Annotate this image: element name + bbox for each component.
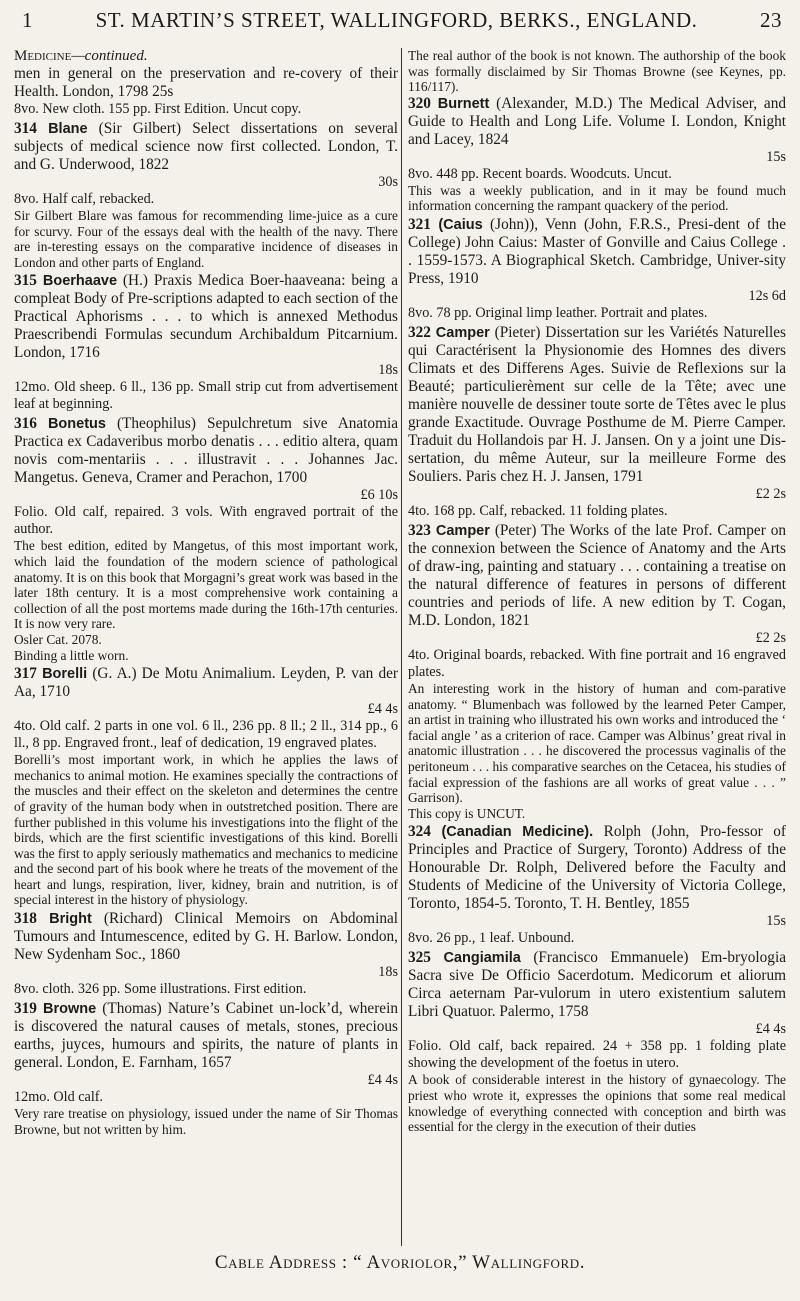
entry-number: 317 <box>14 665 37 683</box>
entry-title: (Francisco Emmanuele) Em-bryologia Sacra sive De Officio Sacerdotum. Medicorum et aliorum Circa aeternam Par-vulorum in utero existentium salutem Libri Quatuor. Palermo, 1758 <box>408 949 786 1021</box>
entry-price: 12s 6d <box>748 287 786 304</box>
entry-price-line <box>14 362 398 379</box>
entry-price: 18s <box>378 362 398 379</box>
entry-price: £4 4s <box>367 1072 398 1089</box>
entry-price: 15s <box>766 148 786 165</box>
section-continued-heading <box>14 48 398 65</box>
entry-price: 15s <box>766 913 786 930</box>
entry-title: Rolph (John, Pro-fessor of Principles and Practice of Surgery, Toronto) Address of the Honourable Dr. Rolph, Delivered before the Faculty and Students of Medicine of the University of Victoria College, Toronto, 1854-5. Toronto, T. H. Bentley, 1855 <box>408 823 786 913</box>
entry-price: 18s <box>378 964 398 981</box>
entry-price: £6 10s <box>360 487 398 504</box>
entry-author: Camper <box>435 324 490 341</box>
header-address: ST. MARTIN’S STREET, WALLINGFORD, BERKS., ENGLAND. <box>95 8 698 32</box>
entry-title: (Richard) Clinical Memoirs on Abdominal Tumours and Intumescence, edited by G. H. Barlow. London, New Sydenham Soc., 1860 <box>14 910 399 964</box>
entry-details: 4to. Old calf. 2 parts in one vol. 6 ll., 236 pp. 8 ll.; 2 ll., 314 pp., 6 ll., 8 pp. Engraved front., leaf of dedication, 19 engraved plates. <box>14 718 398 752</box>
entry-heading <box>408 522 786 630</box>
entry-number: 314 <box>14 120 37 137</box>
entry-number: 315 <box>14 272 37 290</box>
entry-heading <box>14 415 398 487</box>
entry-author: Borelli <box>42 666 88 683</box>
entry-note: Very rare treatise on physiology, issued under the name of Sir Thomas Browne, but not written by him. <box>14 1106 398 1137</box>
column-divider <box>401 48 402 1246</box>
header-left-number: 1 <box>22 8 33 32</box>
entry-note: This was a weekly publication, and in it may be found much information concerning the rampant quackery of the period. <box>408 182 786 214</box>
entry-details: 8vo. Half calf, rebacked. <box>14 191 155 207</box>
entry-number: 321 <box>408 215 431 233</box>
entry-details: Folio. Old calf, repaired. 3 vols. With engraved portrait of the author. <box>14 504 398 538</box>
entry-note: An interesting work in the history of human and com-parative anatomy. “ Blumenbach was followed by the learned Peter Camper, an artist in training who illustrated his own works and introduced the ‘ facial angle ’ as a criterion of race. Camper was Albinus’ great rival in anatomic illustration . . . he discovered the processus vaginalis of the peritoneum . . . his comparative searches on the Cetacea, his studies of facial expression of the fashions are all works of great value . . . ” Garrison). This copy is UNCUT. <box>408 680 786 821</box>
entry-author: Blane <box>48 121 88 137</box>
entry-heading <box>408 823 786 913</box>
entry-number: 324 <box>408 823 431 841</box>
entry-note: Borelli’s most important work, in which he applies the laws of mechanics to animal motion. He examines specially the contractions of the muscles and their effect on the skeleton and determines the centre of gravity of the human body when in outstretched position. There are further published in this volume his investigations into the flight of the birds, which are the first scientific investigations of this kind. Borelli was the first to apply seriously mathematics and mechanics to medicine and the second part of his book where he treats of the movement of the heart and lungs, respiration, liver, kidney, brain and nutrition, is of special interest in the history of physiology. <box>14 752 398 908</box>
entry-title: (Pieter) Dissertation sur les Variétés Naturelles qui Caractérisent la Physionomie des Homnes des divers Climats et des Differens Ages. Suivie de Reflexions sur la Beauté; particulierèment sur celle de la Tête; avec une manière nouvelle de dessiner toute sorte de Têtes avec le plus grande Exactitude. Ouvrage Posthume de M. Pierre Camper. Traduit du Hollandois par H. J. Jansen. On y a joint une Dis-sertation, du même Auteur, sur la meilleure Forme des Souliers. Paris chez H. J. Jansen, 1791 <box>408 323 787 485</box>
entry-title: (G. A.) De Motu Animalium. Leyden, P. van der Aa, 1710 <box>14 665 398 701</box>
entry-heading <box>14 120 398 174</box>
left-column <box>14 48 398 1139</box>
entry-heading <box>14 665 398 701</box>
entry-price-line <box>408 1021 786 1038</box>
right-column <box>408 48 786 1137</box>
entry-details: 12mo. Old sheep. 6 ll., 136 pp. Small strip cut from advertisement leaf at beginning. <box>14 379 398 413</box>
entry-details: 4to. Original boards, rebacked. With fine portrait and 16 engraved plates. <box>408 646 786 680</box>
entry-price-line <box>408 630 786 647</box>
catalogue-entry <box>408 95 786 214</box>
catalogue-entry <box>408 216 786 322</box>
entry-number: 323 <box>408 521 431 539</box>
entry-details: 8vo. 78 pp. Original limp leather. Portrait and plates. <box>408 304 708 321</box>
entry-title: (Sir Gilbert) Select dissertations on several subjects of medical science now first collected. London, T. and G. Underwood, 1822 <box>14 120 399 173</box>
continued-entry-text: men in general on the preservation and re-covery of their Health. London, 1798 25s <box>14 65 398 100</box>
entry-price-line <box>408 913 786 930</box>
entry-title: (H.) Praxis Medica Boer-haaveana: being a compleat Body of Pre-scriptions adapted to each section of the Practical Aphorisms . . . to which is annexed Methodus Praescribendi Formulas secundum Archibaldum Pitcarnium. London, 1716 <box>14 272 399 362</box>
entry-author: Boerhaave <box>42 273 118 290</box>
entry-author: (Canadian Medicine). <box>441 824 594 841</box>
entry-price: £4 4s <box>755 1021 786 1038</box>
catalogue-entry <box>14 910 398 998</box>
catalogue-entry <box>408 823 786 947</box>
entry-price-line <box>14 487 398 504</box>
entry-price: £2 2s <box>755 629 786 646</box>
catalogue-entry <box>14 415 398 663</box>
entry-title: (Alexander, M.D.) The Medical Adviser, and Guide to Health and Long Life. Volume I. London, Knight and Lacey, 1824 <box>408 94 786 148</box>
catalogue-entry <box>14 1000 398 1137</box>
continued-suffix: —continued. <box>71 48 148 64</box>
catalogue-entry <box>408 522 786 821</box>
entry-author: Bonetus <box>47 416 106 433</box>
section-title: Medicine <box>14 48 72 64</box>
entry-author: Camper <box>435 522 490 539</box>
entry-price-line <box>14 701 398 718</box>
entry-price-line <box>14 1072 398 1089</box>
entry-number: 316 <box>14 415 37 433</box>
entry-details: 12mo. Old calf. <box>14 1089 104 1106</box>
entry-heading <box>14 1000 398 1072</box>
entry-note: Sir Gilbert Blare was famous for recommending lime-juice as a cure for scurvy. Four of the essays deal with the health of the navy. There are in-teresting essays on the comparative incidence of diseases in London and other parts of England. <box>14 208 398 270</box>
entry-heading <box>14 272 398 362</box>
entry-price-line <box>408 486 786 503</box>
catalogue-entry <box>408 324 786 520</box>
entry-author: (Caius <box>438 216 483 233</box>
entry-details: Folio. Old calf, back repaired. 24 + 358 pp. 1 folding plate showing the development of the foetus in utero. <box>408 1038 786 1072</box>
continued-entry-details: 8vo. New cloth. 155 pp. First Edition. Uncut copy. <box>14 101 302 117</box>
entry-heading <box>408 216 786 288</box>
entry-price-line <box>408 149 786 166</box>
entry-details: 4to. 168 pp. Calf, rebacked. 11 folding plates. <box>408 502 668 519</box>
entry-author: Browne <box>43 1001 97 1018</box>
entry-details: 8vo. 448 pp. Recent boards. Woodcuts. Uncut. <box>408 165 672 182</box>
catalogue-entry <box>14 120 398 270</box>
entry-title: (Theophilus) Sepulchretum sive Anatomia Practica ex Cadaveribus morbo denatis . . . editio altera, quam novis com-mentariis . . . illustravit . . . Johannes Jac. Mangetus. Geneva, Cramer and Perachon, 1700 <box>14 415 399 487</box>
entry-details: 8vo. cloth. 326 pp. Some illustrations. First edition. <box>14 981 307 998</box>
entry-author: Bright <box>49 911 92 928</box>
entry-price-line <box>408 288 786 305</box>
entry-author: Burnett <box>437 95 490 112</box>
entry-number: 325 <box>408 949 431 967</box>
entry-price: 30s <box>378 174 398 190</box>
left-entry-list <box>14 120 398 1137</box>
catalogue-entry <box>14 665 398 908</box>
entry-heading <box>408 949 786 1021</box>
entry-title: (Thomas) Nature’s Cabinet un-lock’d, wherein is discovered the natural causes of metals, stones, precious earths, juyces, humours and spirits, the nature of plants in general. London, E. Farnham, 1657 <box>14 1000 398 1072</box>
entry-title: (Peter) The Works of the late Prof. Camper on the connexion between the Science of Anatomy and the Arts of draw-ing, painting and statuary . . . containing a treatise on the natural difference of features in persons of different countries and periods of life. A new edition by T. Cogan, M.D. London, 1821 <box>408 521 787 629</box>
entry-price-line <box>14 174 398 191</box>
continued-entry <box>14 65 398 118</box>
entry-number: 322 <box>408 323 431 341</box>
entry-title: (John)), Venn (John, F.R.S., Presi-dent of the College) John Caius: Master of Gonville and Caius College . . 1559-1573. A Biographical Sketch. Cambridge, Univer-sity Press, 1910 <box>408 215 786 287</box>
cable-address-footer: Cable Address : “ Avoriolor,” Wallingford. <box>214 1252 586 1273</box>
entry-details: 8vo. 26 pp., 1 leaf. Unbound. <box>408 930 575 947</box>
entry-heading <box>408 324 786 486</box>
entry-price-line <box>14 964 398 981</box>
entry-number: 318 <box>14 910 37 928</box>
page-header <box>22 8 782 33</box>
page-number: 23 <box>759 8 782 32</box>
entry-note: A book of considerable interest in the history of gynaecology. The priest who wrote it, expresses the opinions that some real medical knowledge of everything connected with conception and birth was essential for the clergy in the execution of their duties <box>408 1072 786 1135</box>
right-entry-list <box>408 95 786 1135</box>
entry-heading <box>14 910 398 964</box>
catalogue-entry <box>14 272 398 413</box>
entry-price: £4 4s <box>367 701 398 718</box>
carried-over-note: The real author of the book is not known. The authorship of the book was formally disclaimed by Sir Thomas Browne (see Keynes, pp. 116/117). <box>408 48 786 95</box>
catalogue-entry <box>408 949 786 1134</box>
entry-price: £2 2s <box>755 485 786 502</box>
entry-number: 319 <box>14 1000 37 1018</box>
entry-heading <box>408 95 786 149</box>
entry-number: 320 <box>408 94 431 112</box>
entry-note: The best edition, edited by Mangetus, of this most important work, which laid the foundation of the modern science of pathological anatomy. It is on this book that Morgagni’s great work was based in the later 18th century. It is a most comprehensive work containing a collection of all the post mortems made during the 16th-17th centuries. It is now very rare. Osler Cat. 2078. Binding a little worn. <box>14 538 398 663</box>
entry-author: Cangiamila <box>443 950 521 967</box>
